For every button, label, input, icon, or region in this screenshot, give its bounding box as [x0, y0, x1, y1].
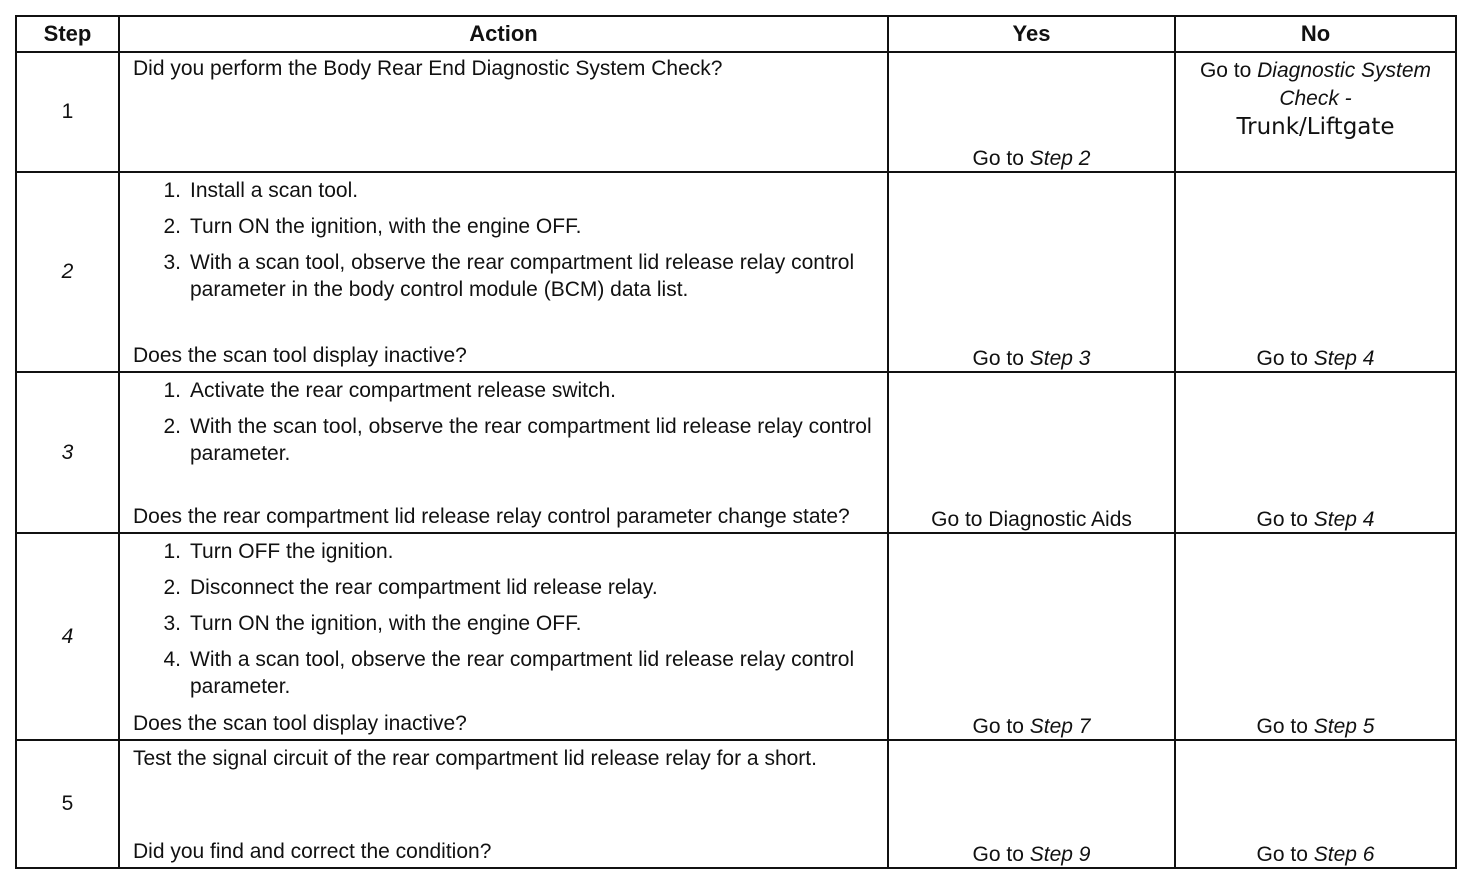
yes-cell: [888, 172, 1175, 372]
no-prefix: Go to: [1199, 59, 1258, 82]
list-item: 4. With a scan tool, observe the rear compartment lid release relay control parameter.: [163, 648, 855, 698]
yes-link[interactable]: Step 2: [1029, 147, 1091, 170]
no-prefix: Go to: [1256, 715, 1314, 738]
list-item: 2. With the scan tool, observe the rear compartment lid release relay control parameter.: [163, 415, 872, 465]
instruction-list: [133, 538, 875, 700]
yes-prefix: Go to: [972, 843, 1030, 866]
step-number: 5: [16, 740, 119, 868]
action-cell: [119, 533, 888, 740]
header-no: No: [1175, 16, 1456, 52]
step-number: 2: [16, 172, 119, 372]
list-item: 3. Turn ON the ignition, with the engine OFF.: [163, 612, 582, 635]
instruction-list: [133, 177, 875, 303]
no-link[interactable]: Step 4: [1313, 347, 1375, 370]
yes-prefix: Go to: [972, 347, 1030, 370]
no-link[interactable]: Step 4: [1313, 508, 1375, 531]
step-question: Does the rear compartment lid release relay control parameter change state?: [133, 505, 850, 528]
action-cell: [119, 740, 888, 868]
step-number: 1: [16, 52, 119, 172]
header-yes: Yes: [888, 16, 1175, 52]
table-row: [16, 172, 1456, 372]
step-number: 4: [16, 533, 119, 740]
no-link[interactable]: Diagnostic System Check -: [1257, 59, 1432, 110]
yes-prefix: Go to: [972, 715, 1030, 738]
action-cell: [119, 172, 888, 372]
yes-cell: [888, 372, 1175, 533]
step-question: Does the scan tool display inactive?: [133, 712, 467, 735]
yes-cell: [888, 533, 1175, 740]
no-cell: [1175, 533, 1456, 740]
step-instruction: Test the signal circuit of the rear compartment lid release relay for a short.: [133, 747, 817, 770]
list-item: 1. Install a scan tool.: [163, 179, 359, 202]
no-link[interactable]: Step 6: [1313, 843, 1375, 866]
no-suffix[interactable]: Trunk/Liftgate: [1236, 114, 1395, 140]
action-cell: [119, 52, 888, 172]
header-action: Action: [119, 16, 888, 52]
table-row: [16, 372, 1456, 533]
no-prefix: Go to: [1256, 508, 1314, 531]
yes-link[interactable]: Go to Diagnostic Aids: [931, 508, 1132, 531]
no-cell: [1175, 172, 1456, 372]
step-question: Did you find and correct the condition?: [133, 840, 492, 863]
yes-link[interactable]: Step 9: [1029, 843, 1091, 866]
no-cell: [1175, 372, 1456, 533]
yes-prefix: Go to: [972, 147, 1030, 170]
table-row: [16, 533, 1456, 740]
step-question: Does the scan tool display inactive?: [133, 344, 467, 367]
no-cell: [1175, 52, 1456, 172]
table-row: [16, 740, 1456, 868]
list-item: 1. Turn OFF the ignition.: [163, 540, 394, 563]
header-step: Step: [16, 16, 119, 52]
list-item: 2. Turn ON the ignition, with the engine OFF.: [163, 215, 582, 238]
no-link[interactable]: Step 5: [1313, 715, 1375, 738]
step-question: Did you perform the Body Rear End Diagnostic System Check?: [133, 57, 723, 80]
yes-link[interactable]: Step 7: [1029, 715, 1091, 738]
yes-cell: [888, 52, 1175, 172]
instruction-list: [133, 377, 875, 467]
yes-cell: [888, 740, 1175, 868]
no-prefix: Go to: [1256, 843, 1314, 866]
list-item: 3. With a scan tool, observe the rear compartment lid release relay control parameter in the body control module (BCM) data list.: [163, 251, 855, 301]
list-item: 1. Activate the rear compartment release switch.: [163, 379, 617, 402]
step-number: 3: [16, 372, 119, 533]
no-prefix: Go to: [1256, 347, 1314, 370]
action-cell: [119, 372, 888, 533]
header-row: [16, 16, 1456, 52]
table-row: [16, 52, 1456, 172]
yes-link[interactable]: Step 3: [1029, 347, 1091, 370]
no-cell: [1175, 740, 1456, 868]
diagnostic-table: [15, 15, 1457, 869]
list-item: 2. Disconnect the rear compartment lid release relay.: [163, 576, 658, 599]
